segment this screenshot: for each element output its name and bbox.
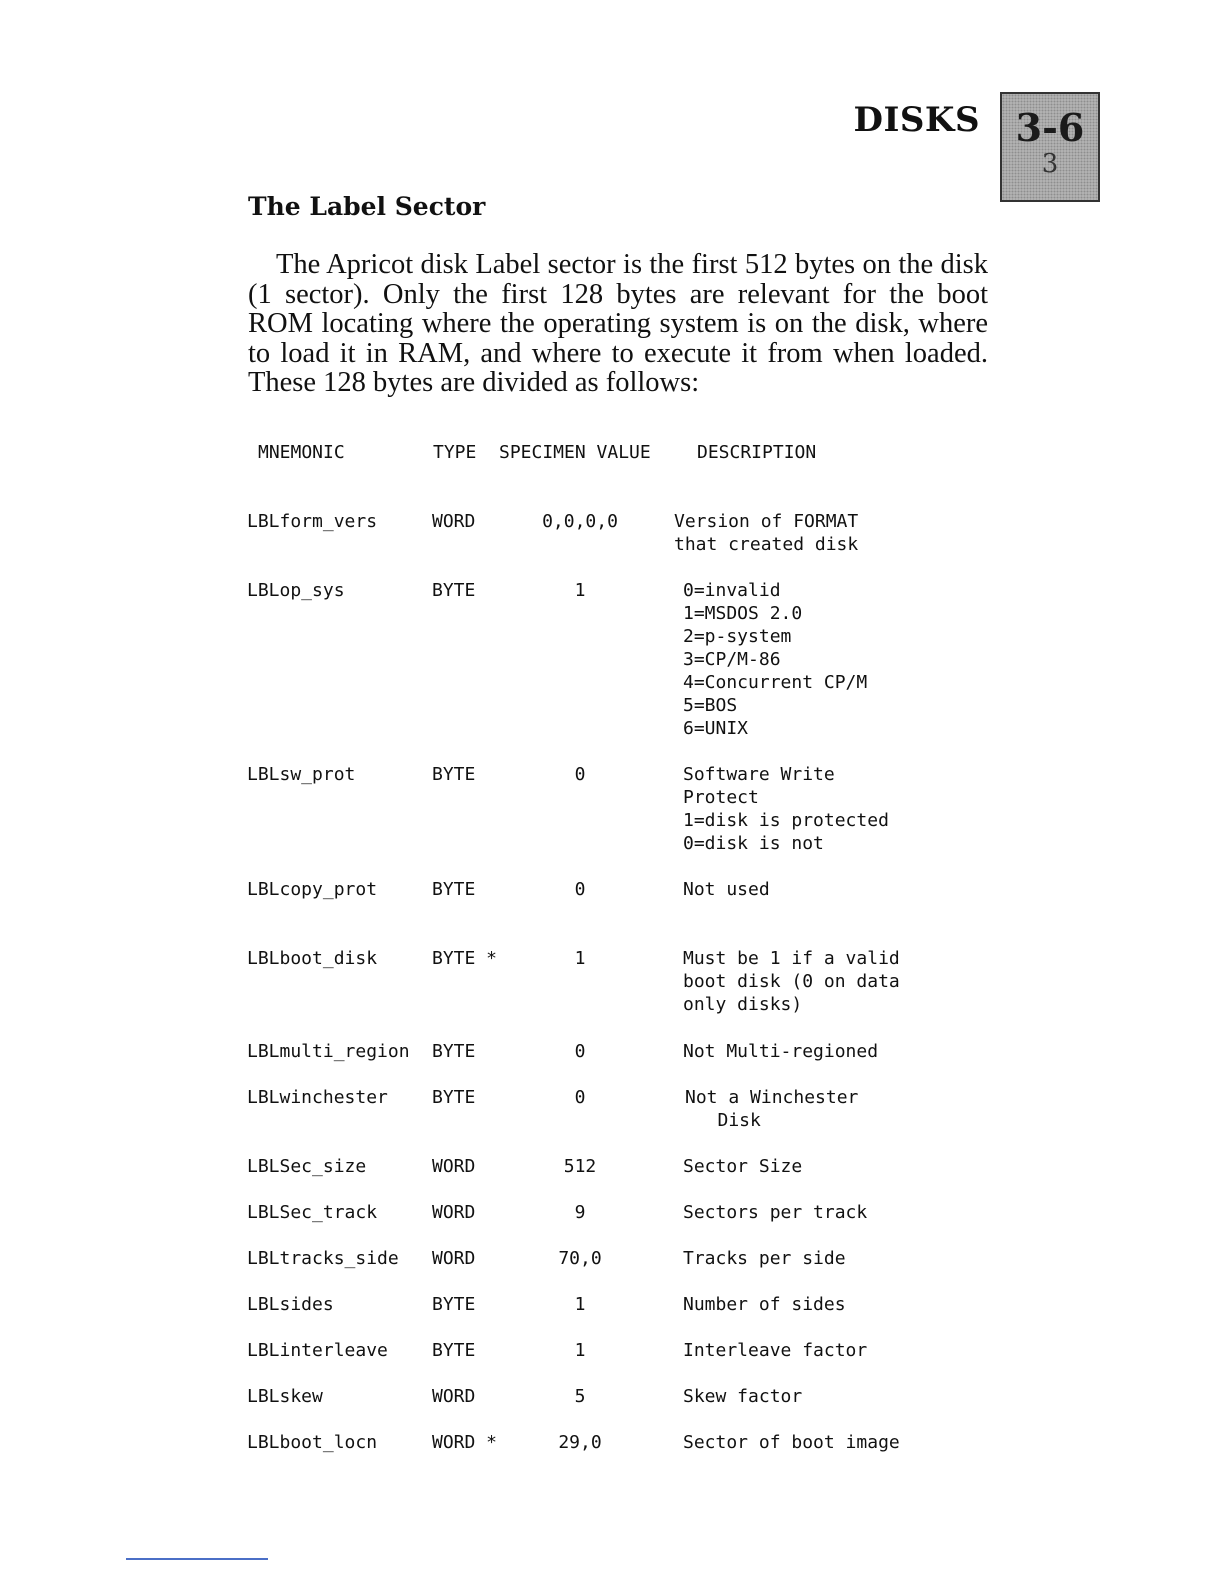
- table-row-specimen-value: 0: [574, 1087, 586, 1108]
- table-row-description: Version of FORMAT that created disk: [674, 511, 859, 555]
- table-row-specimen-value: 1: [574, 1294, 586, 1315]
- table-row-description: 0=invalid 1=MSDOS 2.0 2=p-system 3=CP/M-86 4=Concurrent CP/M 5=BOS 6=UNIX: [683, 580, 868, 739]
- table-row-mnemonic: LBLSec_track: [247, 1202, 378, 1223]
- table-row-description: Not used: [683, 879, 770, 900]
- table-row-mnemonic: LBLsides: [247, 1294, 334, 1315]
- section-heading: The Label Sector: [248, 192, 486, 221]
- table-row-specimen-value: 0: [574, 1041, 586, 1062]
- table-row-specimen-value: 0: [574, 764, 586, 785]
- table-row-mnemonic: LBLboot_locn: [247, 1432, 378, 1453]
- table-row-specimen-value: 512: [563, 1156, 597, 1177]
- table-row-description: Sector of boot image: [683, 1432, 900, 1453]
- table-row-specimen-value: 0,0,0,0: [542, 511, 618, 532]
- table-row-description: Tracks per side: [683, 1248, 846, 1269]
- chapter-title: DISKS: [853, 100, 980, 140]
- table-row-specimen-value: 29,0: [558, 1432, 602, 1453]
- table-row-description: Not Multi-regioned: [683, 1041, 879, 1062]
- table-row-mnemonic: LBLform_vers: [247, 511, 378, 532]
- table-row-type: WORD: [432, 1156, 476, 1177]
- table-row-description: Software Write Protect 1=disk is protected 0=disk is not: [683, 764, 889, 854]
- table-row-mnemonic: LBLsw_prot: [247, 764, 356, 785]
- table-row-type: BYTE: [432, 1041, 476, 1062]
- section-tab-subnumber: 3: [1041, 149, 1059, 179]
- table-row-type: BYTE: [432, 1340, 476, 1361]
- table-row-description: Sectors per track: [683, 1202, 868, 1223]
- column-header-description: DESCRIPTION: [697, 442, 817, 463]
- table-row-type: BYTE: [432, 1087, 476, 1108]
- table-row-specimen-value: 5: [574, 1386, 586, 1407]
- table-row-mnemonic: LBLtracks_side: [247, 1248, 399, 1269]
- table-row-specimen-value: 0: [574, 879, 586, 900]
- column-header-specimen-value: SPECIMEN VALUE: [499, 442, 651, 463]
- table-row-mnemonic: LBLmulti_region: [247, 1041, 410, 1062]
- table-row-type: WORD: [432, 1248, 476, 1269]
- footer-rule: [126, 1558, 268, 1560]
- column-header-type: TYPE: [433, 442, 477, 463]
- table-row-type: BYTE: [432, 1294, 476, 1315]
- table-row-description: Must be 1 if a valid boot disk (0 on data only disks): [683, 948, 900, 1015]
- table-row-mnemonic: LBLskew: [247, 1386, 323, 1407]
- intro-paragraph: The Apricot disk Label sector is the first 512 bytes on the disk (1 sector). Only the first 128 bytes are relevant for the boot ROM locating where the operating system is on the disk, where to load it in RAM, and where to execute it from when loaded. These 128 bytes are divided as follows:: [248, 249, 988, 398]
- table-row-description: Number of sides: [683, 1294, 846, 1315]
- table-row-description: Sector Size: [683, 1156, 803, 1177]
- table-row-specimen-value: 1: [574, 580, 586, 601]
- table-row-type: WORD: [432, 1202, 476, 1223]
- column-header-mnemonic: MNEMONIC: [258, 442, 345, 463]
- table-row-type: BYTE: [432, 580, 476, 601]
- table-row-mnemonic: LBLwinchester: [247, 1087, 388, 1108]
- section-tab-number: 3-6: [1015, 105, 1085, 150]
- table-row-type: WORD: [432, 511, 476, 532]
- table-row-description: Not a Winchester Disk: [685, 1087, 859, 1131]
- table-row-mnemonic: LBLboot_disk: [247, 948, 378, 969]
- table-row-mnemonic: LBLSec_size: [247, 1156, 367, 1177]
- table-row-specimen-value: 9: [574, 1202, 586, 1223]
- table-row-mnemonic: LBLop_sys: [247, 580, 345, 601]
- table-row-type: BYTE *: [432, 948, 498, 969]
- table-row-type: BYTE: [432, 764, 476, 785]
- table-row-type: BYTE: [432, 879, 476, 900]
- table-row-specimen-value: 70,0: [558, 1248, 602, 1269]
- table-row-mnemonic: LBLinterleave: [247, 1340, 388, 1361]
- table-row-specimen-value: 1: [574, 948, 586, 969]
- table-row-specimen-value: 1: [574, 1340, 586, 1361]
- table-row-description: Skew factor: [683, 1386, 803, 1407]
- table-row-description: Interleave factor: [683, 1340, 868, 1361]
- table-row-type: WORD *: [432, 1432, 498, 1453]
- table-row-type: WORD: [432, 1386, 476, 1407]
- table-row-mnemonic: LBLcopy_prot: [247, 879, 378, 900]
